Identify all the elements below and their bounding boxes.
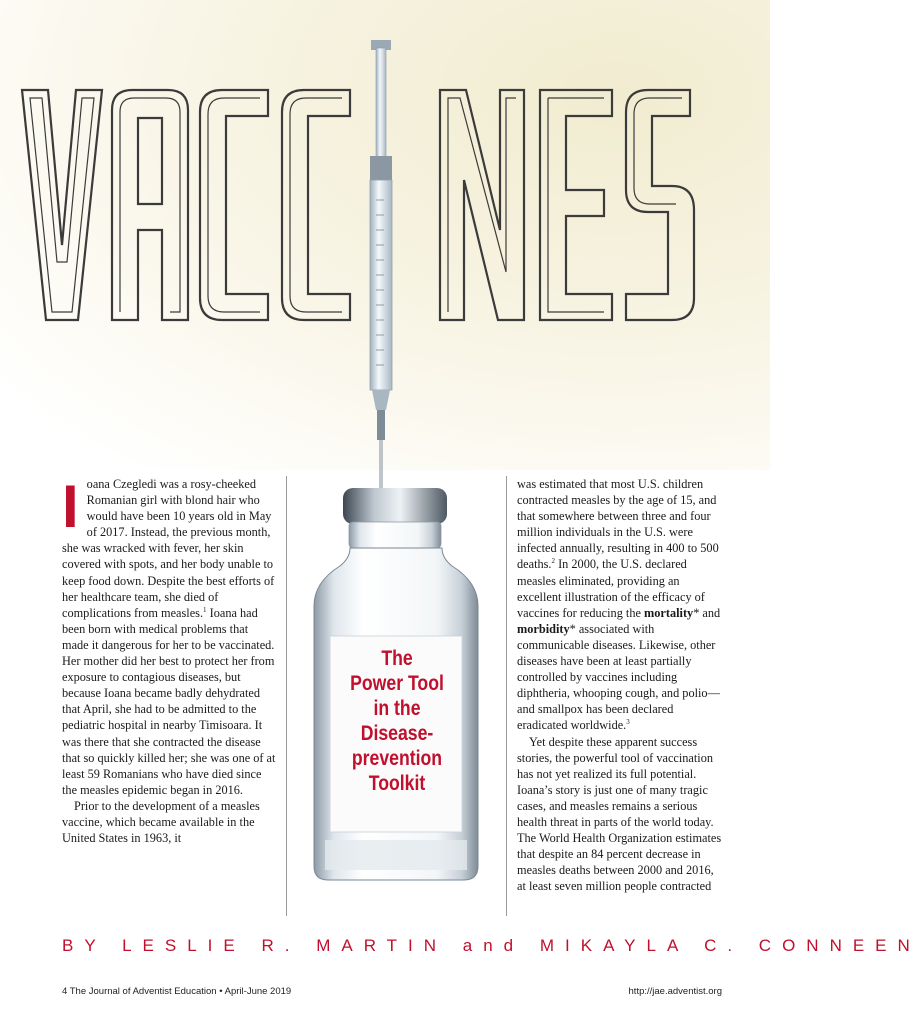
letter-n [440,90,524,320]
syringe [370,40,392,488]
letter-e [540,90,612,320]
subtitle-line: The [381,647,413,670]
paragraph-text: * and [693,605,721,620]
paragraph [517,476,725,734]
subtitle-line: Power Tool [350,672,444,695]
footnote-ref: 2 [551,557,555,566]
letter-v [22,90,102,320]
paragraph: Yet despite these apparent success stories, the powerful tool of vaccination has not yet realized its full potential. Ioana’s story is just one of many tragic cases, and measles remains a serious health threat in parts of the world today. The World Health Organization estimates that despite an 84 percent decrease in measles deaths between 2000 and 2016, at least seven million people contracted [517,734,722,894]
subtitle-line: Disease- [360,722,434,745]
glossary-term-morbidity: morbidity [517,621,570,636]
footnote-ref: 1 [203,605,207,614]
headline-letters [22,90,694,320]
column-rule-right [506,476,507,916]
subtitle-line: in the [373,697,421,720]
glossary-term-mortality: mortality [644,605,694,620]
paragraph [62,473,277,798]
paragraph-text: * associated with communicable diseases. Likewise, other diseases have been at least partially controlled by vaccines including diphtheria, whooping cough, and polio—and smallpox has been declared eradicated worldwide. [517,621,720,733]
column-rule-left [286,476,287,916]
vial-label-title [347,646,446,796]
footnote-ref: 3 [626,718,630,727]
paragraph-text: oana Czegledi was a rosy-cheeked Romanian girl with blond hair who would have been 10 years old in May of 2017. Instead, the previous month, she was wracked with fever, her skin covered with spots, and her body unable to keep food down. Despite the best efforts of her healthcare team, she died of complications from measles. [62,477,275,620]
paragraph-text: In 2000, the U.S. declared measles eliminated, providing an excellent illustration of the efficacy of vaccines for reducing the [517,557,705,620]
paragraph: Prior to the development of a measles vaccine, which became available in the United States in 1963, it [62,798,260,846]
paragraph-text: was estimated that most U.S. children contracted measles by the age of 15, and that somewhere between three and four million individuals in the U.S. were infected annually, resulting in 400 to 500 deaths. [517,477,719,572]
author-byline: BY LESLIE R. MARTIN and MIKAYLA C. CONNEEN [62,936,921,955]
footer-url[interactable]: http://jae.adventist.org [628,986,722,997]
drop-cap: I [62,473,79,540]
article-column-left [62,473,277,846]
paragraph-text: Ioana had been born with medical problems that made it dangerous for her to be vaccinated. Her mother did her best to protect her from exposure to contagious diseases, but because Ioana became badly dehydrated that April, she had to be admitted to the pediatric hospital in nearby Timisoara. It was there that she contracted the disease that so quickly killed her; she was one of at least 59 Romanians who have died since the measles epidemic began in 2016. [62,605,276,797]
article-column-right [517,476,725,894]
subtitle-line: Toolkit [368,772,426,795]
letter-a [112,90,188,320]
footer-journal: 4 The Journal of Adventist Education • April-June 2019 [62,986,292,997]
letter-s [626,90,694,320]
letter-c [200,90,268,320]
subtitle-line: prevention [351,747,443,770]
letter-c-2 [282,90,350,320]
